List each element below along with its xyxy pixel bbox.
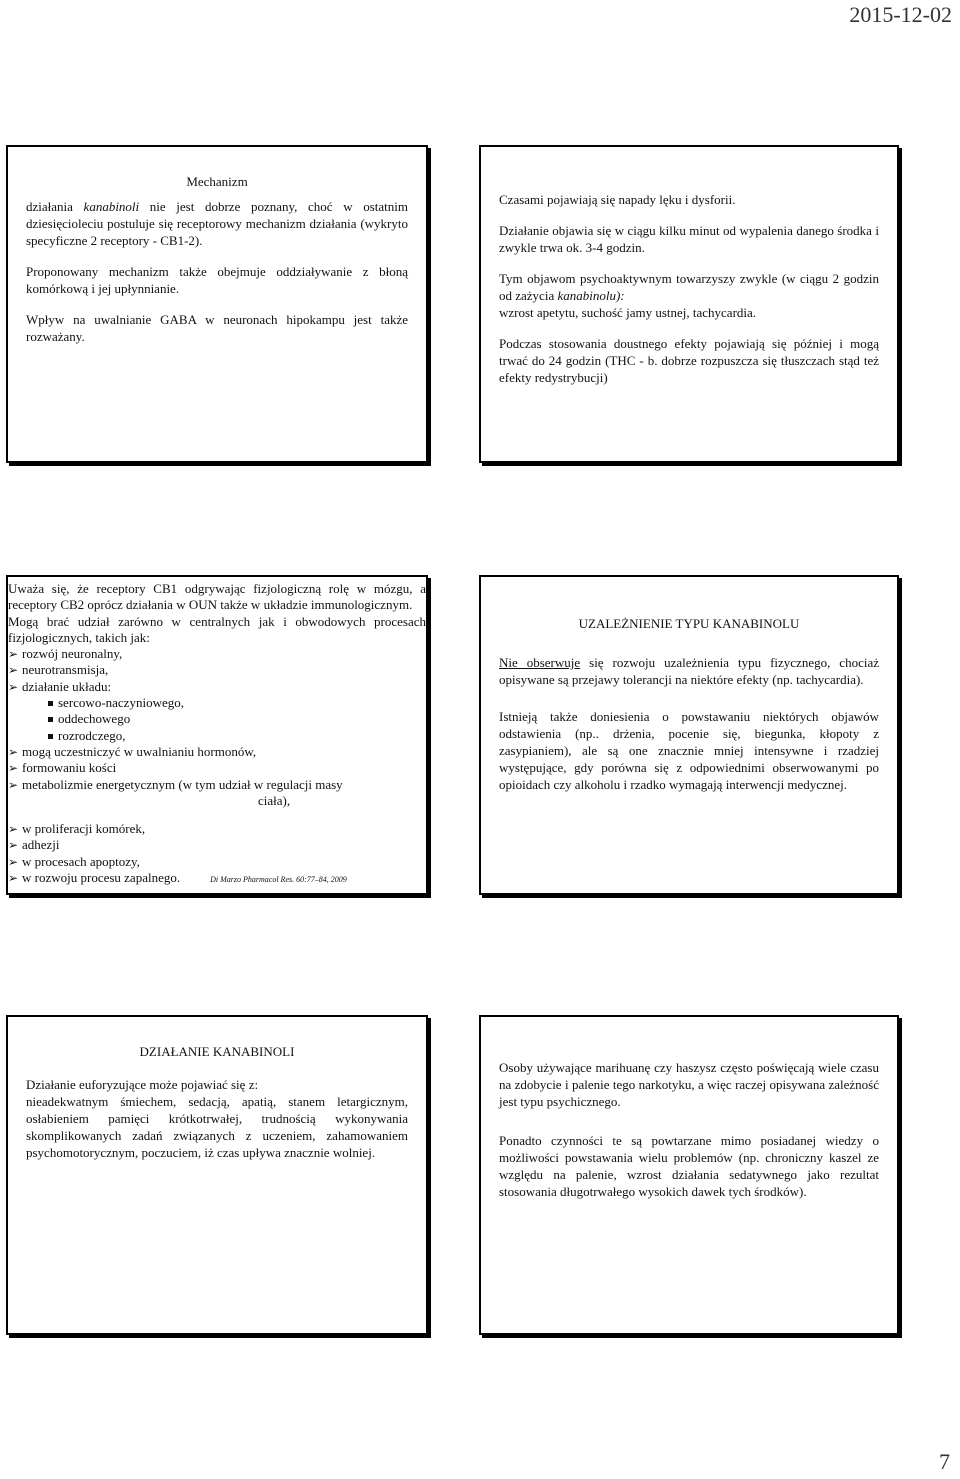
- paragraph: Wpływ na uwalnianie GABA w neuronach hipokampu jest także rozważany.: [26, 312, 408, 344]
- slide-title: Mechanizm: [186, 174, 248, 189]
- square-bullet-icon: [48, 701, 53, 706]
- slide-zaleznosc: [479, 1015, 899, 1335]
- arrow-bullet-icon: ➢: [8, 647, 19, 662]
- paragraph: Proponowany mechanizm także obejmuje oddziaływanie z błoną komórkową i jej upłynnianie.: [26, 264, 408, 296]
- paragraph: Działanie objawia się w ciągu kilku minut od wypalenia danego środka i zwykle trwa ok. 3-4 godzin.: [499, 223, 879, 255]
- slide-objawy: [479, 145, 899, 463]
- paragraph: Podczas stosowania doustnego efekty pojawiają się później i mogą trwać do 24 godzin (THC - b. dobrze rozpuszcza się tłuszczach stąd też efekty redystrybucji): [499, 336, 879, 385]
- paragraph: Tym objawom psychoaktywnym towarzyszy zwykle (w ciągu 2 godzin od zażycia kanabinolu):: [499, 271, 879, 303]
- process-list: [8, 821, 426, 888]
- square-bullet-icon: [48, 734, 53, 739]
- list-item: oddechowego: [48, 711, 426, 727]
- arrow-bullet-icon: ➢: [8, 663, 19, 678]
- list-item: ➢ metabolizmie energetycznym (w tym udział w regulacji masy: [8, 776, 343, 792]
- page-number: 7: [939, 1449, 950, 1474]
- list-item: ➢ w rozwoju procesu zapalnego. Di Marzo Pharmacol Res. 60:77–84, 2009: [8, 870, 347, 886]
- arrow-bullet-icon: ➢: [8, 838, 19, 853]
- list-item: ➢ w procesach apoptozy,: [8, 853, 140, 869]
- arrow-bullet-icon: ➢: [8, 854, 19, 869]
- paragraph: nieadekwatnym śmiechem, sedacją, apatią, stanem letargicznym, osłabieniem pamięci krótkotrwałej, trudnością wykonywania skomplikowanych zadań związanych z uczeniem, zahamowaniem psychomotorycznym, poczuciem, iż czas upływa znacznie wolniej.: [26, 1094, 408, 1160]
- paragraph: Mogą brać udział zarówno w centralnych jak i obwodowych procesach fizjologicznych, takich jak:: [8, 613, 426, 645]
- paragraph: Działanie euforyzujące może pojawiać się z:: [26, 1077, 259, 1092]
- paragraph: Uważa się, że receptory CB1 odgrywając fizjologiczną rolę w mózgu, a receptory CB2 oprócz działania w OUN także w układzie immunologicznym.: [8, 581, 426, 613]
- slide-dzialanie: [6, 1015, 428, 1335]
- square-bullet-icon: [48, 717, 53, 722]
- slide-title: DZIAŁANIE KANABINOLI: [139, 1044, 295, 1059]
- list-item: sercowo-naczyniowego,: [48, 695, 426, 711]
- paragraph: Osoby używające marihuanę czy haszysz często poświęcają wiele czasu na zdobycie i palenie tego narkotyku, a więc raczej opisywana zależność jest typu psychicznego.: [499, 1060, 879, 1109]
- list-item: ➢ neurotransmisja,: [8, 662, 109, 678]
- arrow-bullet-icon: ➢: [8, 744, 19, 759]
- list-item: ➢ w proliferacji komórek,: [8, 821, 146, 837]
- list-item: ➢ rozwój neuronalny,: [8, 646, 123, 662]
- process-list: [8, 744, 426, 793]
- arrow-bullet-icon: ➢: [8, 871, 19, 886]
- continuation-text: ciała),: [258, 792, 291, 808]
- page-date: 2015-12-02: [849, 2, 952, 27]
- slide-title: UZALEŻNIENIE TYPU KANABINOLU: [578, 616, 800, 631]
- paragraph: Ponadto czynności te są powtarzane mimo posiadanej wiedzy o możliwości powstawania wielu problemów (np. chroniczny kaszel ze względu na palenie, wzrost działania sedatywnego jako rezultat stosowania długotrwałego wysokich dawek tych środków).: [499, 1133, 879, 1199]
- list-item: rozrodczego,: [48, 728, 426, 744]
- paragraph: działania kanabinoli nie jest dobrze poznany, choć w ostatnim dziesięcioleciu postuluje się receptorowy mechanizm działania (wykryto specyficzne 2 receptory - CB1-2).: [26, 199, 408, 248]
- paragraph: Istnieją także doniesienia o powstawaniu niektórych objawów odstawienia (np.. drżenia, pocenie się, biegunka, kłopoty z zasypianiem), ale są one znacznie mniej intensywne i rzadziej występujące, gdy porówna się z odpowiednimi obserwowanymi po opioidach czy alkoholu i rzadko wymagają interwencji medycznej.: [499, 709, 879, 792]
- list-item: ➢ działanie układu:: [8, 678, 112, 694]
- arrow-bullet-icon: ➢: [8, 761, 19, 776]
- arrow-bullet-icon: ➢: [8, 822, 19, 837]
- list-item: ➢ adhezji: [8, 837, 60, 853]
- arrow-bullet-icon: ➢: [8, 679, 19, 694]
- citation: Di Marzo Pharmacol Res. 60:77–84, 2009: [210, 875, 347, 885]
- slide-mechanizm: [6, 145, 428, 463]
- arrow-bullet-icon: ➢: [8, 777, 19, 792]
- process-list: [8, 646, 426, 695]
- list-item: ➢ formowaniu kości: [8, 760, 117, 776]
- list-item: ➢ mogą uczestniczyć w uwalnianiu hormonów,: [8, 743, 257, 759]
- paragraph: Nie obserwuje się rozwoju uzależnienia typu fizycznego, chociaż opisywane są przejawy tolerancji na niektóre efekty (np. tachycardia).: [499, 655, 880, 687]
- slide-receptory: [6, 575, 428, 895]
- system-sublist: [8, 695, 426, 744]
- slide-uzaleznienie: [479, 575, 899, 895]
- paragraph: wzrost apetytu, suchość jamy ustnej, tachycardia.: [499, 305, 757, 320]
- paragraph: Czasami pojawiają się napady lęku i dysforii.: [499, 192, 736, 207]
